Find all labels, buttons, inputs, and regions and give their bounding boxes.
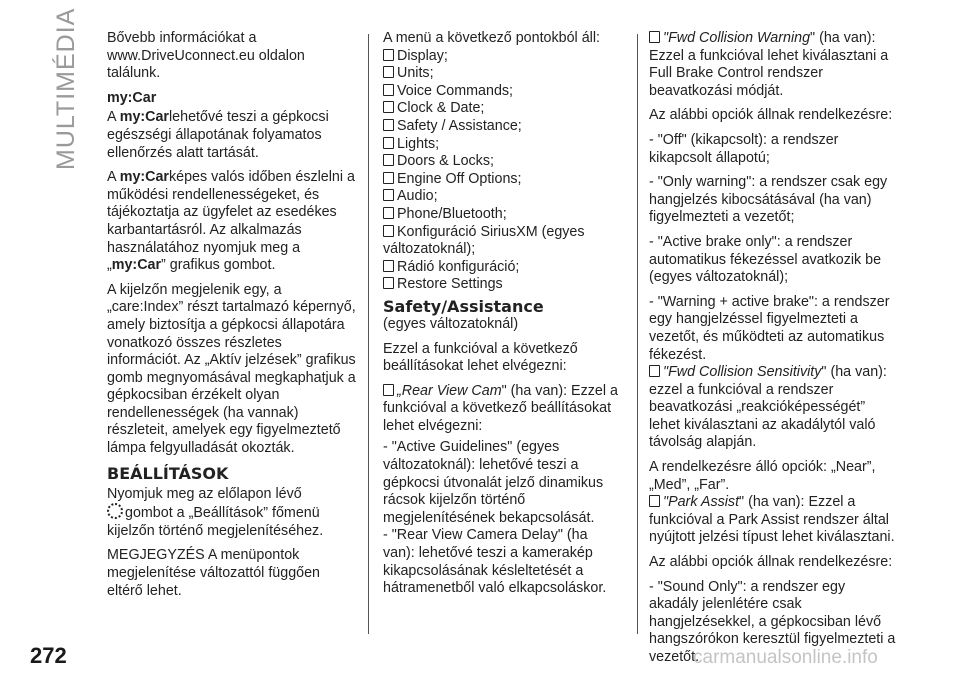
square-bullet-icon bbox=[383, 84, 394, 96]
section-label: MULTIMÉDIA bbox=[52, 7, 80, 170]
list-item: Lights; bbox=[383, 136, 623, 154]
paragraph: A my:Carlehetővé teszi a gépkocsi egészségi állapotának folyamatos ellenőrzés alatt tartását. bbox=[107, 109, 329, 161]
list-item: Safety / Assistance; bbox=[383, 118, 623, 136]
list-item: Rádió konfiguráció; bbox=[383, 259, 623, 277]
heading-note: (egyes változatoknál) bbox=[383, 315, 519, 332]
column-3 bbox=[649, 30, 898, 674]
square-bullet-icon bbox=[383, 137, 394, 149]
square-bullet-icon bbox=[383, 172, 394, 184]
square-bullet-icon bbox=[383, 207, 394, 219]
paragraph: - "Rear View Camera Delay" (ha van): lehetővé teszi a kamerakép kikapcsolásának késleltetését a hátramenetből való elkapcsoláskor. bbox=[383, 527, 607, 597]
square-bullet-icon bbox=[383, 384, 394, 396]
list-item: Engine Off Options; bbox=[383, 171, 623, 189]
paragraph: - "Sound Only": a rendszer egy akadály jelenlétére csak hangjelzésekkel, a gépkocsiban lévő hangszórókon keresztül figyelmezteti a vezetőt. bbox=[649, 578, 896, 665]
list-item: Clock & Date; bbox=[383, 100, 623, 118]
paragraph: Bővebb információkat a www.DriveUconnect.eu oldalon találunk. bbox=[107, 30, 305, 82]
section-heading-settings: BEÁLLÍTÁSOK bbox=[107, 463, 229, 483]
paragraph: - "Active brake only": a rendszer automatikus fékezéssel avatkozik be (egyes változatoknál); bbox=[649, 233, 882, 286]
settings-gear-icon bbox=[107, 503, 123, 519]
paragraph: Ezzel a funkcióval a következő beállításokat lehet elvégezni: bbox=[383, 340, 578, 375]
paragraph: „Rear View Cam" (ha van): Ezzel a funkcióval a következő beállításokat lehet elvégezni: bbox=[383, 382, 618, 434]
paragraph: - "Warning + active brake": a rendszer egy hangjelzéssel figyelmezteti a vezetőt, és működteti az automatikus fékezést. bbox=[649, 293, 890, 363]
list-item: Doors & Locks; bbox=[383, 153, 623, 171]
column-1 bbox=[107, 30, 359, 607]
list-item: Display; bbox=[383, 48, 623, 66]
square-bullet-icon bbox=[383, 49, 394, 61]
paragraph: "Park Assist" (ha van): Ezzel a funkcióval a Park Assist rendszer által nyújtott jelzési típust lehet kiválasztani. bbox=[649, 494, 895, 546]
list-item: Audio; bbox=[383, 188, 623, 206]
square-bullet-icon bbox=[383, 119, 394, 131]
list-item: Voice Commands; bbox=[383, 83, 623, 101]
paragraph: A kijelzőn megjelenik egy, a „care:Index” részt tartalmazó képernyő, amely biztosítja a gépkocsi állapotára vonatkozó összes részletes információt. Az „Aktív jelzések” grafikus gomb megnyomásával megkaphatjuk a gépkocsiban érzékelt olyan rendellenességek (ha vannak) részleteit, amelyek egy figyelmeztető lámpa felgyulladását okozták. bbox=[107, 281, 356, 457]
list-item: Konfiguráció SiriusXM (egyes változatoknál); bbox=[383, 223, 585, 258]
paragraph: - "Active Guidelines" (egyes változatoknál): lehetővé teszi a gépkocsi útvonalát jelző dinamikus rácsok kijelzőn történő megjelenítésének bekapcsolását. bbox=[383, 439, 604, 526]
paragraph: - "Off" (kikapcsolt): a rendszer kikapcsolt állapotú; bbox=[649, 131, 839, 166]
section-heading-safety: Safety/Assistance bbox=[383, 296, 544, 316]
column-divider bbox=[368, 34, 369, 634]
paragraph: A menü a következő pontokból áll: bbox=[383, 30, 600, 46]
square-bullet-icon bbox=[383, 260, 394, 272]
square-bullet-icon bbox=[383, 66, 394, 78]
square-bullet-icon bbox=[649, 495, 660, 507]
list-item: Phone/Bluetooth; bbox=[383, 206, 623, 224]
square-bullet-icon bbox=[383, 154, 394, 166]
column-2 bbox=[383, 30, 623, 605]
paragraph: - "Only warning": a rendszer csak egy hangjelzés kibocsátásával (ha van) figyelmezteti a vezetőt; bbox=[649, 174, 888, 226]
square-bullet-icon bbox=[649, 31, 660, 43]
list-item: Units; bbox=[383, 65, 623, 83]
square-bullet-icon bbox=[649, 365, 660, 377]
paragraph: "Fwd Collision Sensitivity" (ha van): ezzel a funkcióval a rendszer beavatkozási „reakcióképességét” lehet kiválasztani az akadálytól való távolság alapján. bbox=[649, 364, 887, 451]
paragraph: MEGJEGYZÉS A menüpontok megjelenítése változattól függően eltérő lehet. bbox=[107, 547, 321, 599]
paragraph: A my:Carképes valós időben észlelni a működési rendellenességeket, és tájékoztatja az ügyfelet az esedékes karbantartásról. Az alkalmazás használatához nyomjuk meg a „my:Car” grafikus gombot. bbox=[107, 169, 355, 274]
paragraph: A rendelkezésre álló opciók: „Near”, „Med”, „Far”. bbox=[649, 459, 876, 493]
column-divider bbox=[637, 34, 638, 634]
square-bullet-icon bbox=[383, 277, 394, 289]
paragraph: Az alábbi opciók állnak rendelkezésre: bbox=[649, 107, 893, 124]
watermark: carmanualsonline.info bbox=[693, 647, 878, 668]
square-bullet-icon bbox=[383, 225, 394, 237]
menu-list bbox=[383, 48, 623, 294]
paragraph: "Fwd Collision Warning" (ha van): Ezzel a funkcióval lehet kiválasztani a Full Brake Control rendszer beavatkozási módját. bbox=[649, 30, 889, 99]
page-number: 272 bbox=[30, 643, 67, 668]
paragraph: Nyomjuk meg az előlapon lévő gombot a „Beállítások” főmenü kijelzőn történő megjelenítéséhez. bbox=[107, 485, 324, 539]
subheading-mycar: my:Car bbox=[107, 89, 157, 106]
list-item: Restore Settings bbox=[383, 276, 623, 294]
square-bullet-icon bbox=[383, 101, 394, 113]
square-bullet-icon bbox=[383, 189, 394, 201]
paragraph: Az alábbi opciók állnak rendelkezésre: bbox=[649, 554, 893, 571]
